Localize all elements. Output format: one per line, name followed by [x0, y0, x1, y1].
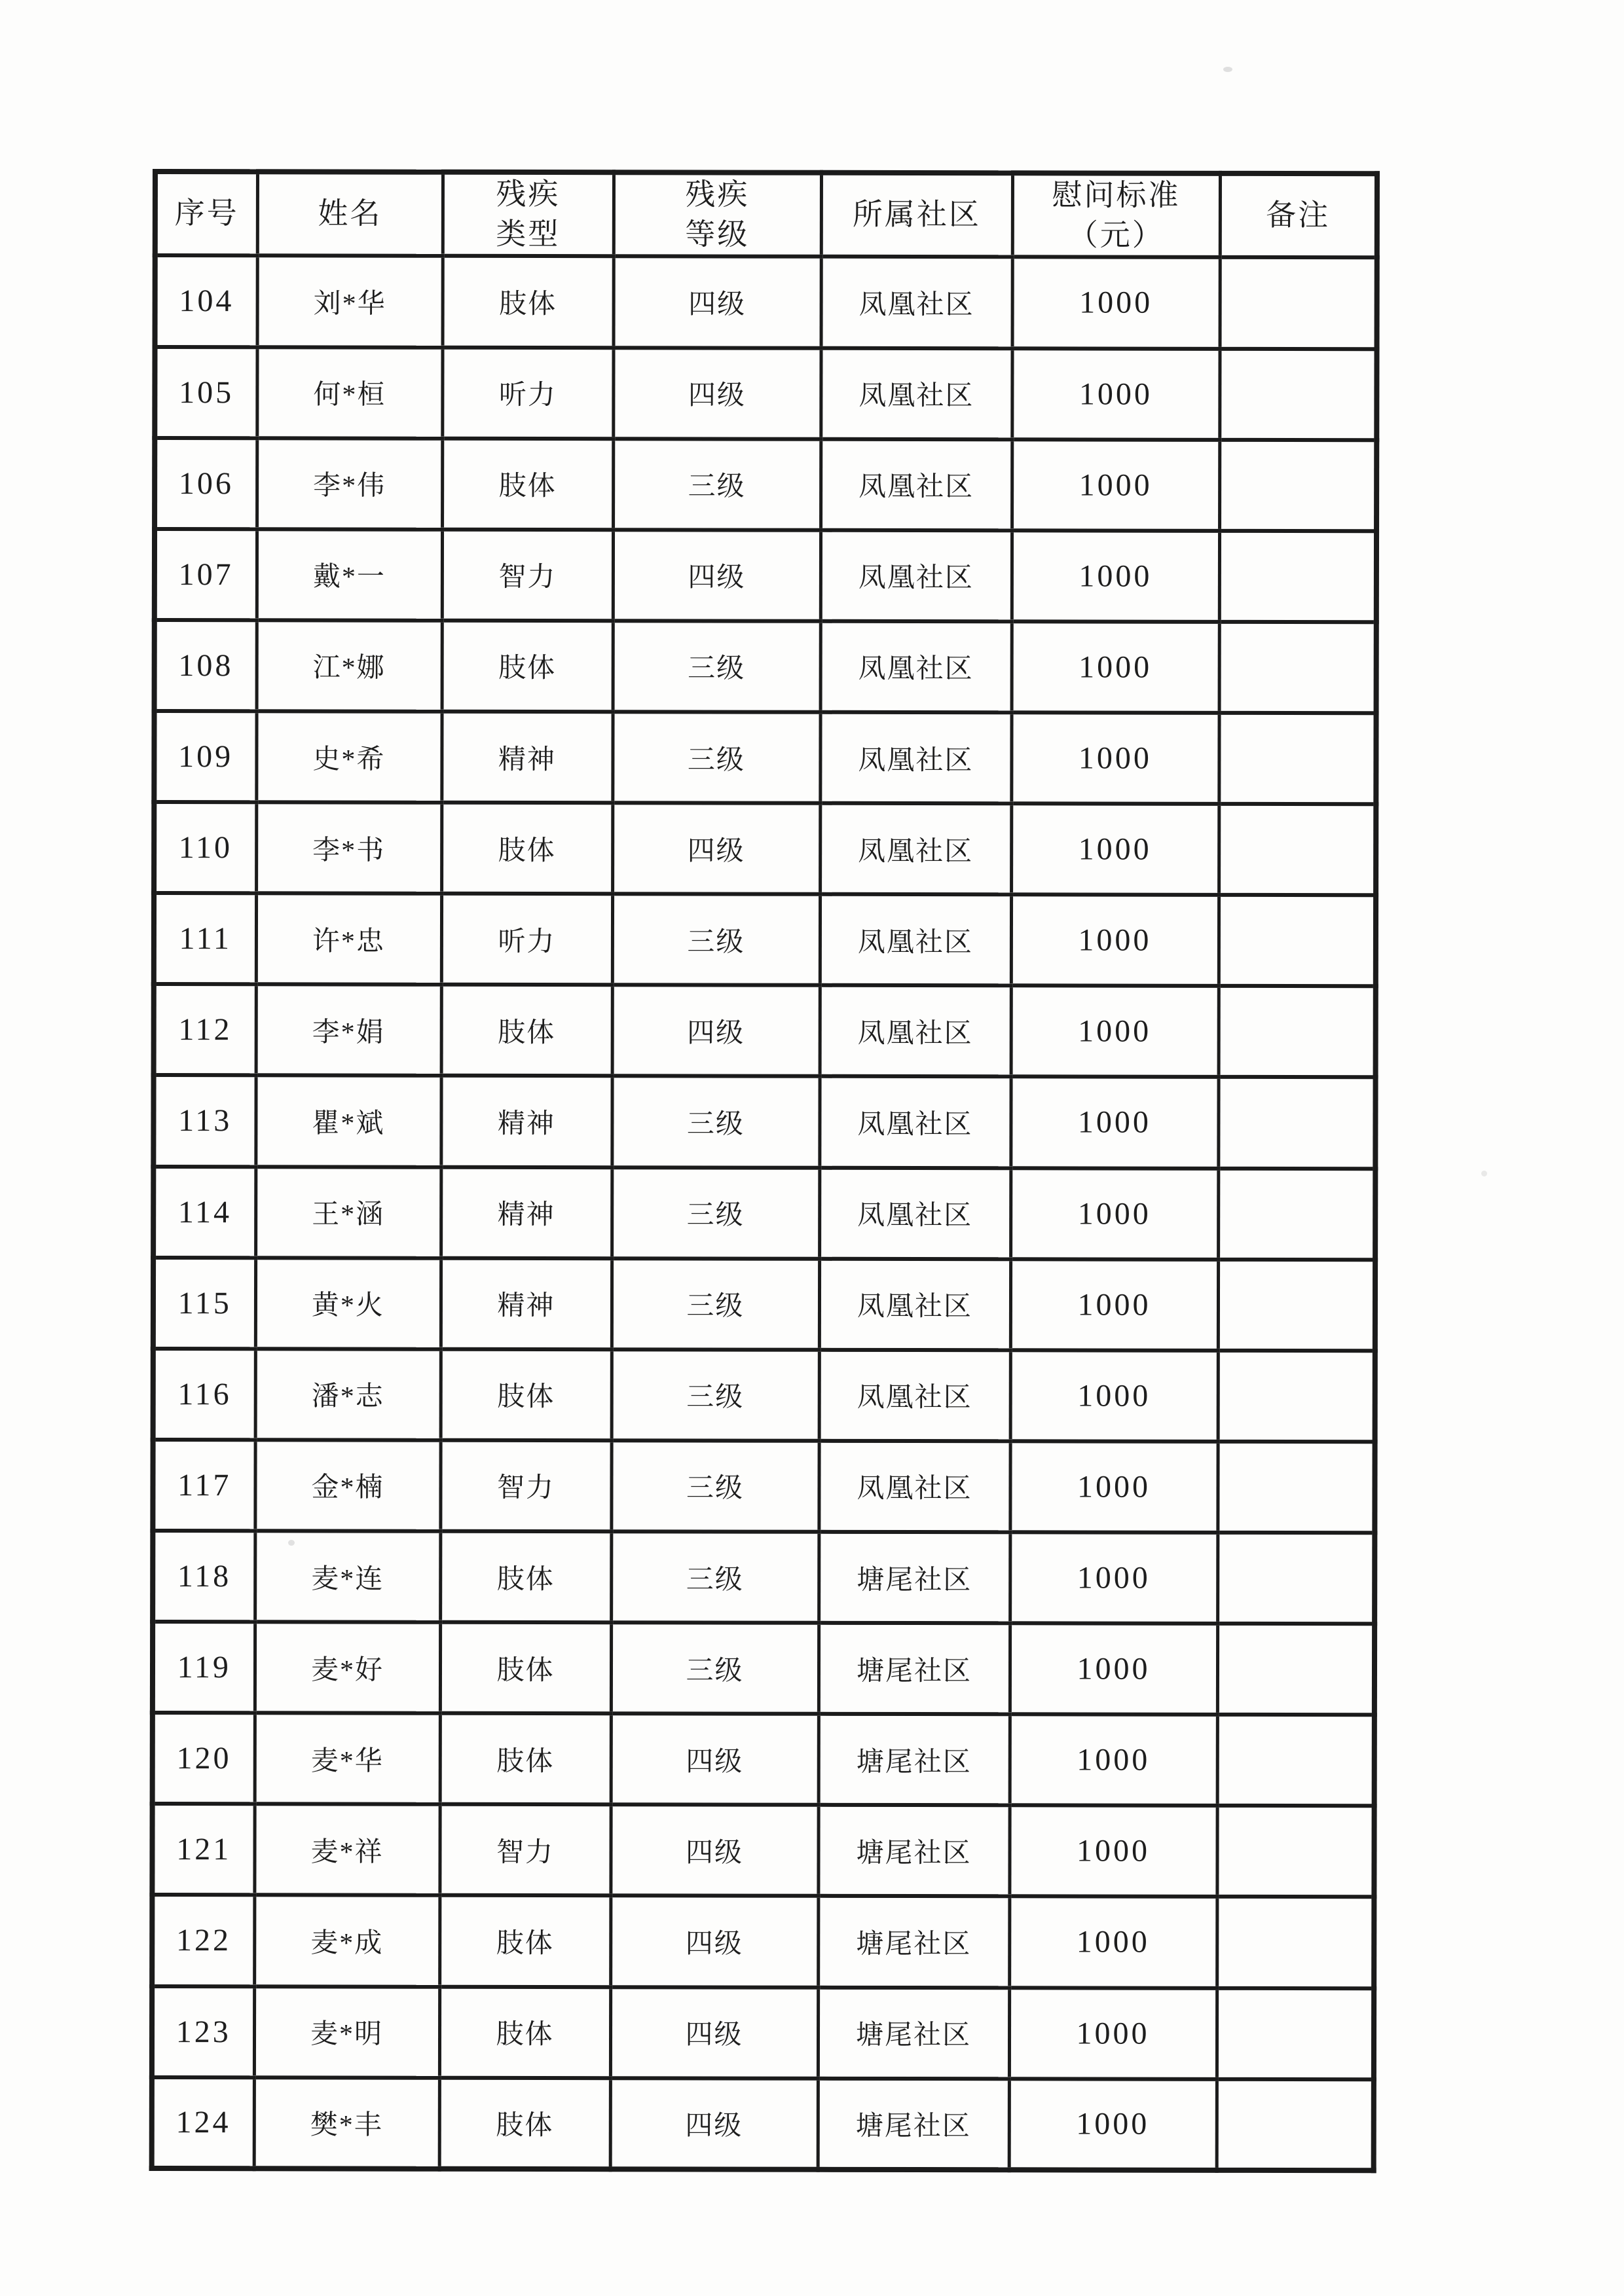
table-row — [155, 255, 1377, 348]
cell-amount: 1000 — [1010, 1259, 1218, 1351]
cell-index: 107 — [155, 529, 257, 620]
cell-community: 凤凰社区 — [820, 985, 1011, 1077]
welfare-table-wrap — [149, 169, 1380, 2173]
cell-type: 肢体 — [442, 621, 613, 712]
cell-remark — [1217, 1897, 1374, 1988]
cell-remark — [1220, 257, 1377, 349]
table-row — [153, 1075, 1375, 1168]
cell-amount: 1000 — [1010, 1168, 1218, 1260]
cell-type: 肢体 — [441, 1349, 612, 1441]
cell-name: 麦*祥 — [254, 1804, 439, 1896]
cell-amount: 1000 — [1009, 1988, 1217, 2079]
cell-remark — [1219, 531, 1376, 623]
cell-remark — [1219, 622, 1376, 714]
cell-amount: 1000 — [1009, 1806, 1217, 1897]
cell-remark — [1218, 1077, 1375, 1169]
cell-remark — [1218, 1168, 1375, 1260]
cell-community: 塘尾社区 — [819, 1714, 1010, 1806]
cell-remark — [1217, 1442, 1375, 1533]
cell-remark — [1217, 1988, 1374, 2079]
cell-community: 凤凰社区 — [821, 530, 1012, 622]
cell-type: 肢体 — [439, 1986, 610, 2078]
cell-level: 四级 — [610, 2078, 818, 2170]
table-row — [153, 1531, 1375, 1624]
cell-index: 104 — [155, 255, 257, 346]
col-header-level: 残疾 等级 — [614, 172, 821, 257]
cell-index: 106 — [155, 438, 257, 529]
cell-amount: 1000 — [1010, 1532, 1217, 1624]
cell-index: 112 — [154, 984, 256, 1075]
cell-community: 凤凰社区 — [820, 803, 1011, 895]
cell-name: 瞿*斌 — [255, 1076, 441, 1167]
col-header-remark: 备注 — [1220, 173, 1377, 258]
cell-type: 肢体 — [440, 1531, 611, 1623]
cell-remark — [1219, 440, 1376, 532]
cell-level: 三级 — [612, 1076, 819, 1168]
cell-community: 塘尾社区 — [819, 1532, 1010, 1624]
cell-name: 李*书 — [256, 802, 441, 894]
cell-name: 麦*好 — [255, 1622, 440, 1713]
cell-name: 刘*华 — [257, 256, 443, 348]
cell-name: 金*楠 — [255, 1440, 440, 1531]
cell-type: 肢体 — [442, 438, 613, 530]
cell-index: 119 — [153, 1622, 255, 1713]
cell-index: 118 — [153, 1531, 255, 1622]
cell-type: 智力 — [440, 1440, 611, 1532]
cell-index: 122 — [152, 1895, 254, 1986]
cell-level: 四级 — [611, 1713, 819, 1805]
table-row — [155, 347, 1376, 440]
cell-remark — [1217, 1624, 1375, 1715]
cell-name: 樊*丰 — [254, 2077, 439, 2169]
table-row — [155, 620, 1376, 713]
cell-type: 听力 — [441, 894, 612, 985]
cell-index: 109 — [154, 711, 256, 802]
cell-index: 108 — [155, 620, 257, 711]
cell-community: 凤凰社区 — [821, 257, 1012, 348]
table-row — [154, 893, 1376, 986]
scan-speck — [1223, 67, 1232, 72]
table-row — [155, 529, 1376, 622]
cell-index: 114 — [153, 1167, 255, 1258]
cell-community: 塘尾社区 — [818, 1805, 1009, 1897]
cell-index: 116 — [153, 1349, 255, 1440]
cell-amount: 1000 — [1012, 530, 1219, 622]
cell-type: 肢体 — [439, 1895, 610, 1987]
cell-level: 四级 — [610, 1805, 818, 1897]
cell-name: 江*娜 — [257, 620, 442, 712]
table-row — [152, 1986, 1374, 2079]
table-row — [153, 1258, 1375, 1351]
cell-level: 三级 — [611, 1531, 819, 1623]
cell-amount: 1000 — [1011, 894, 1219, 986]
cell-level: 四级 — [612, 803, 820, 894]
cell-amount: 1000 — [1012, 621, 1219, 713]
cell-level: 三级 — [611, 1440, 819, 1532]
cell-community: 凤凰社区 — [819, 1350, 1010, 1442]
table-body — [152, 255, 1377, 2170]
table-header-row — [155, 172, 1377, 258]
cell-type: 智力 — [439, 1804, 610, 1896]
cell-remark — [1218, 1351, 1375, 1442]
cell-community: 塘尾社区 — [818, 1896, 1009, 1988]
cell-remark — [1217, 1533, 1375, 1624]
cell-index: 121 — [152, 1804, 254, 1895]
cell-level: 四级 — [610, 1987, 818, 2079]
cell-amount: 1000 — [1010, 1350, 1218, 1442]
col-header-name: 姓名 — [257, 172, 443, 256]
cell-name: 史*希 — [256, 711, 441, 803]
cell-remark — [1219, 348, 1376, 440]
cell-amount: 1000 — [1010, 1441, 1217, 1533]
cell-remark — [1219, 713, 1376, 805]
cell-community: 塘尾社区 — [819, 1623, 1010, 1715]
cell-index: 113 — [153, 1075, 255, 1166]
cell-name: 李*娟 — [256, 985, 441, 1076]
cell-type: 肢体 — [440, 1713, 611, 1805]
cell-level: 四级 — [614, 257, 821, 348]
cell-community: 凤凰社区 — [819, 1167, 1010, 1259]
cell-remark — [1217, 1715, 1375, 1806]
cell-type: 肢体 — [441, 985, 612, 1076]
cell-type: 精神 — [441, 1258, 612, 1349]
cell-amount: 1000 — [1011, 986, 1219, 1078]
cell-name: 麦*明 — [254, 1986, 439, 2078]
cell-level: 三级 — [613, 621, 821, 712]
cell-type: 精神 — [441, 1167, 612, 1258]
cell-amount: 1000 — [1012, 348, 1219, 440]
cell-level: 三级 — [612, 894, 820, 985]
cell-level: 三级 — [612, 1349, 819, 1441]
cell-name: 黄*火 — [255, 1258, 441, 1349]
cell-community: 凤凰社区 — [819, 1441, 1010, 1533]
cell-community: 凤凰社区 — [820, 712, 1011, 804]
cell-type: 听力 — [442, 347, 613, 439]
cell-amount: 1000 — [1010, 1714, 1217, 1806]
cell-community: 凤凰社区 — [821, 621, 1012, 713]
cell-name: 麦*连 — [255, 1531, 440, 1622]
cell-remark — [1219, 895, 1376, 987]
col-header-community: 所属社区 — [821, 173, 1012, 257]
scan-speck — [1481, 1171, 1487, 1176]
table-row — [152, 1804, 1374, 1897]
cell-type: 精神 — [441, 712, 612, 803]
cell-community: 凤凰社区 — [821, 439, 1012, 530]
cell-level: 三级 — [612, 1167, 819, 1259]
cell-amount: 1000 — [1011, 803, 1219, 895]
cell-community: 凤凰社区 — [819, 1076, 1010, 1168]
cell-index: 115 — [153, 1258, 255, 1349]
welfare-roster-table — [149, 169, 1380, 2173]
cell-amount: 1000 — [1012, 439, 1219, 531]
cell-level: 四级 — [613, 348, 821, 439]
cell-name: 王*涵 — [255, 1167, 441, 1258]
table-row — [153, 1713, 1375, 1806]
col-header-index: 序号 — [155, 172, 257, 256]
cell-community: 塘尾社区 — [818, 2078, 1009, 2170]
cell-index: 124 — [152, 2077, 254, 2169]
table-row — [154, 711, 1376, 804]
cell-name: 潘*志 — [255, 1349, 441, 1440]
cell-name: 李*伟 — [257, 438, 442, 530]
cell-level: 三级 — [612, 712, 820, 803]
cell-index: 120 — [153, 1713, 255, 1804]
cell-remark — [1217, 1806, 1374, 1897]
cell-name: 麦*成 — [254, 1895, 439, 1987]
cell-amount: 1000 — [1010, 1077, 1218, 1169]
cell-type: 智力 — [442, 530, 613, 621]
cell-level: 四级 — [613, 530, 821, 621]
cell-index: 105 — [155, 347, 257, 438]
cell-community: 凤凰社区 — [819, 1258, 1010, 1350]
col-header-amount: 慰问标准 （元） — [1012, 173, 1220, 257]
cell-remark — [1218, 1259, 1375, 1351]
table-row — [154, 984, 1376, 1077]
cell-type: 肢体 — [440, 1622, 611, 1714]
table-row — [153, 1440, 1375, 1533]
cell-level: 四级 — [612, 985, 820, 1077]
cell-remark — [1219, 986, 1376, 1078]
cell-index: 117 — [153, 1440, 255, 1531]
cell-name: 戴*一 — [257, 529, 442, 621]
table-row — [154, 802, 1376, 895]
cell-index: 110 — [154, 802, 256, 893]
cell-amount: 1000 — [1010, 1623, 1217, 1715]
table-row — [152, 1895, 1374, 1988]
cell-amount: 1000 — [1009, 1897, 1217, 1988]
cell-level: 三级 — [612, 1258, 819, 1350]
cell-level: 四级 — [610, 1896, 818, 1988]
cell-name: 何*桓 — [257, 347, 442, 439]
cell-amount: 1000 — [1012, 257, 1220, 349]
table-row — [152, 2077, 1374, 2171]
cell-remark — [1217, 2079, 1374, 2170]
table-row — [155, 438, 1376, 531]
cell-index: 111 — [154, 893, 256, 984]
cell-community: 塘尾社区 — [818, 1987, 1009, 2079]
cell-name: 麦*华 — [255, 1713, 440, 1804]
cell-type: 肢体 — [443, 256, 614, 348]
cell-level: 三级 — [613, 439, 821, 530]
cell-type: 肢体 — [439, 2077, 610, 2169]
table-row — [153, 1622, 1375, 1715]
table-row — [153, 1349, 1375, 1442]
col-header-type: 残疾 类型 — [443, 172, 614, 257]
cell-remark — [1219, 804, 1376, 896]
cell-type: 肢体 — [441, 803, 612, 894]
cell-amount: 1000 — [1009, 2079, 1217, 2170]
cell-amount: 1000 — [1011, 712, 1219, 804]
cell-community: 凤凰社区 — [821, 348, 1012, 439]
cell-type: 精神 — [441, 1076, 612, 1167]
cell-name: 许*忠 — [256, 893, 441, 985]
table-row — [153, 1167, 1375, 1260]
cell-index: 123 — [152, 1986, 254, 2077]
cell-community: 凤凰社区 — [820, 894, 1011, 986]
cell-level: 三级 — [611, 1622, 819, 1714]
